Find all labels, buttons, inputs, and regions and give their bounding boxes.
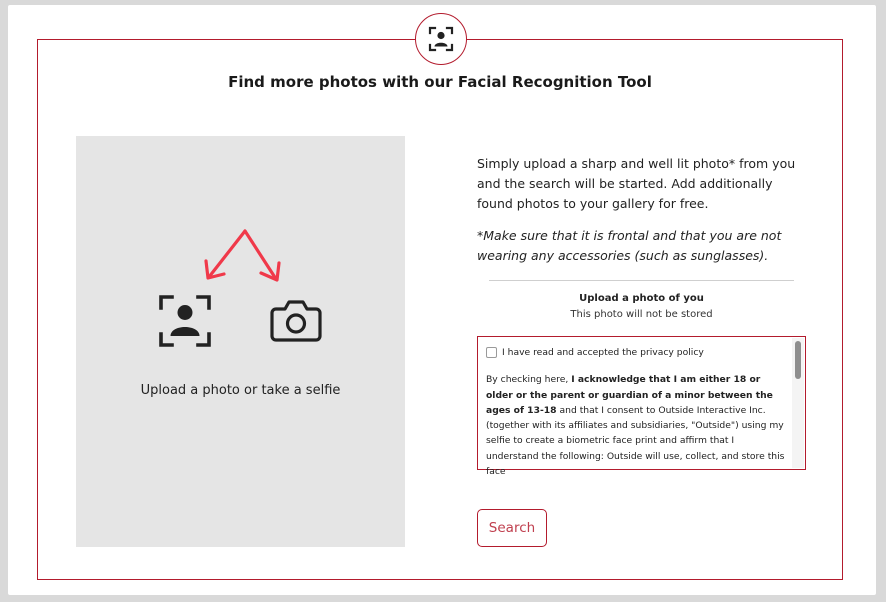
arrow-icon: [195, 225, 287, 287]
intro-text: Simply upload a sharp and well lit photo* from you and the search will be started. Add additionally found photos to your gallery for free.: [477, 156, 796, 211]
consent-text-acknowledgement: I acknowledge that I am either 18 or older or the parent or guardian of a minor between the ages of 13-18: [486, 374, 773, 416]
divider: [489, 280, 794, 281]
consent-box[interactable]: [477, 336, 806, 478]
privacy-policy-checkbox[interactable]: [486, 347, 497, 358]
consent-scrollbar-thumb[interactable]: [795, 341, 801, 379]
photo-requirements-note: *Make sure that it is frontal and that you are not wearing any accessories (such as sunglasses).: [477, 228, 782, 263]
consent-content: [486, 345, 788, 479]
privacy-policy-row[interactable]: [486, 345, 788, 360]
face-scan-icon[interactable]: [157, 293, 213, 349]
header-badge: [415, 13, 467, 65]
privacy-policy-label: I have read and accepted the privacy policy: [502, 347, 704, 358]
consent-scrollbar[interactable]: [792, 338, 804, 468]
upload-dropzone[interactable]: [76, 136, 405, 547]
consent-text-body: and that I consent to Outside Interactive Inc. (together with its affiliates and subsidiaries, "Outside") using my selfie to create a biometric face print and affirm that I understand the following: Outside will use, collect, and store this face: [486, 404, 785, 478]
upload-label: Upload a photo or take a selfie: [140, 383, 341, 398]
search-button[interactable]: Search: [477, 509, 547, 547]
face-scan-icon: [428, 26, 454, 52]
consent-text-intro: By checking here,: [486, 374, 572, 386]
upload-subtext: This photo will not be stored: [570, 309, 713, 320]
page-title: Find more photos with our Facial Recognition Tool: [228, 73, 652, 91]
camera-icon[interactable]: [268, 298, 324, 344]
upload-heading: Upload a photo of you: [579, 293, 704, 304]
consent-text: [486, 372, 788, 479]
